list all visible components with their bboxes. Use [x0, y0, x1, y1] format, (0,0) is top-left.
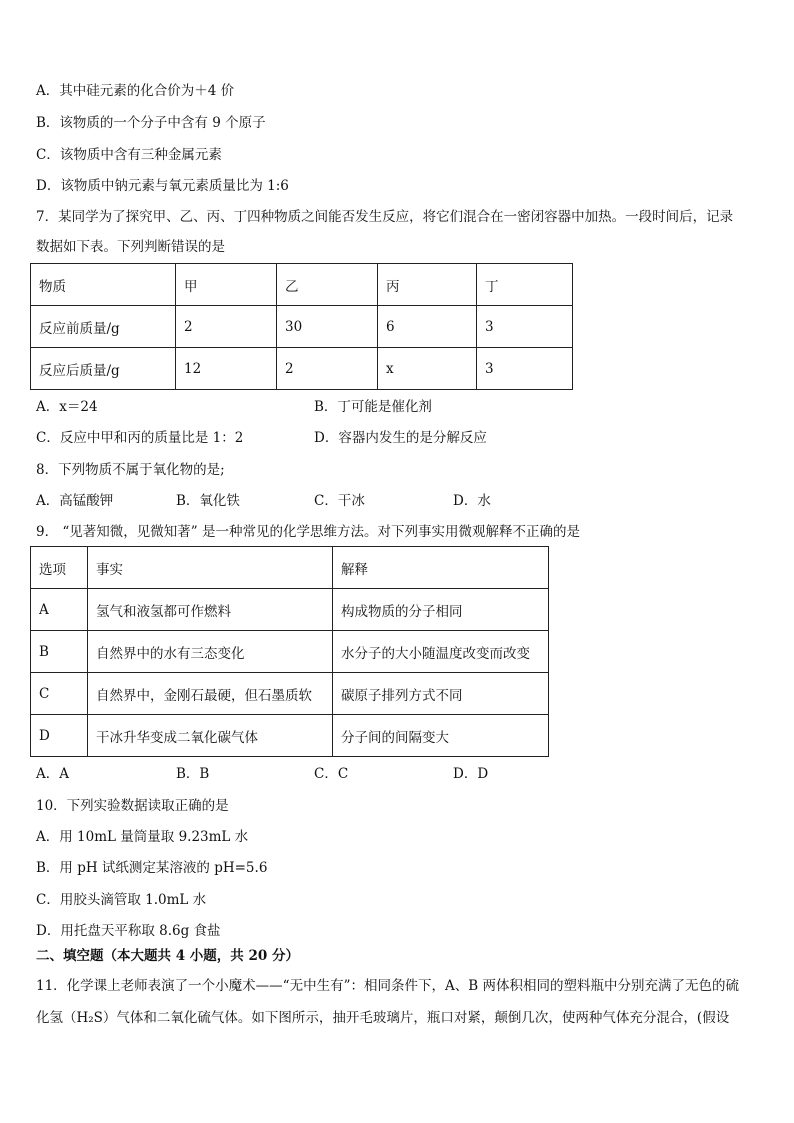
table-cell: 3	[477, 348, 573, 390]
q7-option-d: D．容器内发生的是分解反应	[314, 430, 487, 446]
q7-table	[30, 263, 573, 390]
q6-option-b: B．该物质的一个分子中含有 9 个原子	[36, 115, 266, 131]
table-row	[31, 715, 549, 757]
q10-option-c: C．用胶头滴管取 1.0mL 水	[36, 892, 207, 908]
q9-stem: 9． “见著知微，见微知著” 是一种常见的化学思维方法。对下列事实用微观解释不正确的是	[36, 524, 580, 540]
table-row	[31, 631, 549, 673]
table-row	[31, 348, 573, 390]
table-cell: 甲	[176, 264, 277, 306]
q10-option-d: D．用托盘天平称取 8.6g 食盐	[36, 923, 221, 939]
table-cell: 反应后质量/g	[31, 348, 176, 390]
table-cell: 水分子的大小随温度改变而改变	[333, 631, 549, 673]
table-cell: 自然界中的水有三态变化	[88, 631, 333, 673]
table-cell: 选项	[31, 547, 88, 589]
q6-option-a: A．其中硅元素的化合价为＋4 价	[36, 83, 235, 99]
q7-stem-line1: 7．某同学为了探究甲、乙、丙、丁四种物质之间能否发生反应，将它们混合在一密闭容器中加热。一段时间后，记录	[36, 209, 734, 225]
q9-option-c: C．C	[314, 766, 349, 782]
q8-option-c: C．干冰	[314, 493, 365, 509]
q10-option-a: A．用 10mL 量筒量取 9.23mL 水	[36, 829, 249, 845]
table-cell: B	[31, 631, 88, 673]
q8-option-a: A．高锰酸钾	[36, 493, 114, 509]
section-heading: 二、填空题（本大题共 4 小题，共 20 分）	[36, 948, 299, 964]
table-cell: 2	[176, 306, 277, 348]
q10-option-b: B．用 pH 试纸测定某溶液的 pH=5.6	[36, 860, 268, 876]
table-row	[31, 547, 549, 589]
q9-table	[30, 546, 549, 757]
q6-option-c: C．该物质中含有三种金属元素	[36, 147, 222, 163]
q9-option-b: B．B	[176, 766, 210, 782]
table-cell: 3	[477, 306, 573, 348]
q8-option-b: B．氧化铁	[176, 493, 240, 509]
q6-option-d: D．该物质中钠元素与氧元素质量比为 1:6	[36, 178, 289, 194]
q8-option-d: D．水	[453, 493, 491, 509]
table-cell: 构成物质的分子相同	[333, 589, 549, 631]
table-cell: 30	[277, 306, 378, 348]
table-cell: 碳原子排列方式不同	[333, 673, 549, 715]
table-cell: 丙	[378, 264, 477, 306]
q8-stem: 8．下列物质不属于氧化物的是;	[36, 462, 225, 478]
table-cell: A	[31, 589, 88, 631]
q7-stem-line2: 数据如下表。下列判断错误的是	[36, 239, 225, 255]
table-cell: 自然界中，金刚石最硬，但石墨质软	[88, 673, 333, 715]
table-cell: 反应前质量/g	[31, 306, 176, 348]
table-row	[31, 589, 549, 631]
table-cell: D	[31, 715, 88, 757]
table-cell: 6	[378, 306, 477, 348]
q11-line2: 化氢（H₂S）气体和二氧化硫气体。如下图所示，抽开毛玻璃片，瓶口对紧，颠倒几次，使两种气体充分混合，(假设	[36, 1010, 730, 1026]
table-cell: 乙	[277, 264, 378, 306]
table-row	[31, 264, 573, 306]
table-cell: 分子间的间隔变大	[333, 715, 549, 757]
q7-option-b: B．丁可能是催化剂	[314, 399, 432, 415]
q10-stem: 10．下列实验数据读取正确的是	[36, 798, 229, 814]
table-cell: 12	[176, 348, 277, 390]
table-cell: 事实	[88, 547, 333, 589]
table-cell: 2	[277, 348, 378, 390]
table-cell: 解释	[333, 547, 549, 589]
table-row	[31, 673, 549, 715]
table-cell: 干冰升华变成二氧化碳气体	[88, 715, 333, 757]
q7-option-c: C．反应中甲和丙的质量比是 1：2	[36, 430, 244, 446]
table-cell: 物质	[31, 264, 176, 306]
q7-option-a: A．x＝24	[36, 399, 98, 415]
table-cell: C	[31, 673, 88, 715]
table-cell: 丁	[477, 264, 573, 306]
q9-option-a: A．A	[36, 766, 69, 782]
table-cell: x	[378, 348, 477, 390]
q9-option-d: D．D	[453, 766, 489, 782]
q11-line1: 11．化学课上老师表演了一个小魔术——“无中生有”：相同条件下，A、B 两体积相同的塑料瓶中分别充满了无色的硫	[36, 978, 739, 994]
table-cell: 氢气和液氢都可作燃料	[88, 589, 333, 631]
table-row	[31, 306, 573, 348]
